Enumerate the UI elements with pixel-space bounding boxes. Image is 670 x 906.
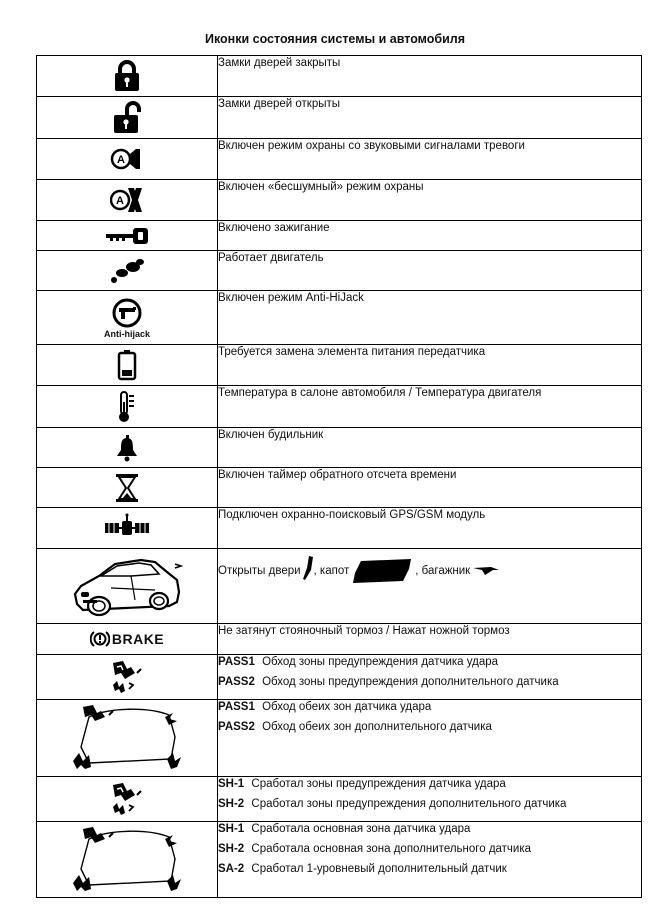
- description-cell: [218, 700, 642, 777]
- description-line: [218, 655, 641, 669]
- steering-wheel-icon: [107, 297, 147, 329]
- description-text: Требуется замена элемента питания передатчика: [218, 346, 486, 358]
- car-icon: [71, 554, 183, 618]
- description-cell: [218, 655, 642, 700]
- icon-cell: [37, 56, 218, 97]
- icon-cell: [37, 655, 218, 700]
- table-row: [37, 549, 642, 624]
- silent-siren-icon: [110, 184, 144, 216]
- description-line: [218, 822, 641, 836]
- status-code: PASS1: [218, 701, 255, 713]
- status-code: SA-2: [218, 863, 245, 875]
- shock-sensor-icon: [107, 659, 147, 695]
- description-text: Включено зажигание: [218, 222, 330, 234]
- open-hood-icon: [353, 559, 413, 583]
- doors-text: Открыты двери: [218, 565, 301, 577]
- description-text: Подключен охранно-поисковый GPS/GSM модуль: [218, 509, 486, 521]
- icon-cell: [37, 468, 218, 508]
- shock-sensor-icon: [107, 781, 147, 817]
- description-line: [218, 700, 641, 714]
- icon-cell: [37, 508, 218, 549]
- icon-cell: [37, 777, 218, 822]
- description-text: Включен «бесшумный» режим охраны: [218, 181, 424, 193]
- description-cell: [218, 251, 642, 291]
- description-cell: [218, 549, 642, 624]
- table-row: [37, 345, 642, 386]
- svg-text:A: A: [117, 154, 125, 166]
- siren-icon: [110, 143, 144, 175]
- description-cell: [218, 468, 642, 508]
- description-cell: [218, 180, 642, 221]
- description-text: Температура в салоне автомобиля / Температура двигателя: [218, 387, 542, 399]
- table-row: [37, 700, 642, 777]
- icon-cell: [37, 221, 218, 251]
- table-row: [37, 180, 642, 221]
- table-row: [37, 221, 642, 251]
- description-text: Не затянут стояночный тормоз / Нажат ножной тормоз: [218, 625, 510, 637]
- description-text: Замки дверей закрыты: [218, 57, 341, 69]
- description-cell: [218, 777, 642, 822]
- description-text: Обход зоны предупреждения датчика удара: [262, 656, 499, 668]
- icon-cell: [37, 700, 218, 777]
- satellite-icon: [104, 513, 150, 543]
- hourglass-icon: [114, 473, 140, 503]
- description-cell: [218, 345, 642, 386]
- description-text: Обход обеих зон датчика удара: [262, 701, 432, 713]
- description-line: [218, 797, 641, 811]
- status-code: SH-1: [218, 823, 245, 835]
- description-text: Сработала основная зона датчика удара: [251, 823, 471, 835]
- brake-icon: [90, 630, 164, 648]
- page-title: Иконки состояния системы и автомобиля: [204, 32, 466, 46]
- description-text: Включен режим Anti-HiJack: [218, 292, 364, 304]
- status-code: PASS1: [218, 656, 255, 668]
- description-cell: [218, 508, 642, 549]
- open-door-icon: [303, 556, 313, 580]
- description-line: [218, 862, 641, 876]
- icon-cell: [37, 180, 218, 221]
- battery-icon: [117, 349, 137, 381]
- description-text: Сработала основная зона дополнительного датчика: [251, 843, 532, 855]
- icon-cell: [37, 345, 218, 386]
- icon-cell: [37, 549, 218, 624]
- status-code: SH-2: [218, 843, 245, 855]
- description-text: Включен будильник: [218, 429, 324, 441]
- icon-cell: [37, 822, 218, 898]
- svg-text:A: A: [116, 195, 124, 207]
- description-text: Сработал 1-уровневый дополнительный датчик: [251, 863, 507, 875]
- engine-smoke-icon: [107, 256, 147, 286]
- table-row: [37, 508, 642, 549]
- table-row: [37, 139, 642, 180]
- anti-hijack-label: Anti-hijack: [103, 328, 150, 339]
- status-code: PASS2: [218, 676, 255, 688]
- table-row: [37, 291, 642, 345]
- table-row: [37, 386, 642, 428]
- table-row: [37, 777, 642, 822]
- description-text: Сработал зоны предупреждения дополнительного датчика: [251, 798, 567, 810]
- icon-cell: [37, 97, 218, 139]
- thermometer-icon: [116, 390, 138, 424]
- description-line: [218, 675, 641, 689]
- description-text: Включен режим охраны со звуковыми сигналами тревоги: [218, 140, 525, 152]
- icon-cell: [37, 139, 218, 180]
- status-code: SH-2: [218, 798, 245, 810]
- lock-open-icon: [112, 101, 142, 135]
- lock-closed-icon: [112, 59, 142, 93]
- description-cell: [218, 56, 642, 97]
- description-line: [218, 777, 641, 791]
- table-row: [37, 822, 642, 898]
- table-row: [37, 251, 642, 291]
- description-line: [218, 720, 641, 734]
- description-text: Замки дверей открыты: [218, 98, 341, 110]
- brake-label: BRAKE: [111, 631, 165, 647]
- description-cell: [218, 386, 642, 428]
- description-text: Сработал зоны предупреждения датчика удара: [251, 778, 506, 790]
- icon-cell: [37, 386, 218, 428]
- description-cell: [218, 428, 642, 468]
- description-cell: [218, 822, 642, 898]
- description-line: [218, 842, 641, 856]
- hood-text: , капот: [313, 565, 350, 577]
- icon-cell: [37, 291, 218, 345]
- table-row: [37, 56, 642, 97]
- icon-table: [36, 55, 642, 898]
- description-cell: [218, 139, 642, 180]
- description-cell: [218, 221, 642, 251]
- description-cell: [218, 291, 642, 345]
- brake-circle-icon: [90, 630, 110, 648]
- open-trunk-icon: [473, 566, 499, 576]
- trunk-text: , багажник: [415, 565, 471, 577]
- table-row: [37, 624, 642, 655]
- description-cell: [218, 624, 642, 655]
- icon-cell: [37, 428, 218, 468]
- icon-cell: [37, 624, 218, 655]
- shock-car-outline-icon: [69, 703, 185, 773]
- status-code: PASS2: [218, 721, 255, 733]
- description-text: Обход зоны предупреждения дополнительного датчика: [262, 676, 559, 688]
- description-text: Обход обеих зон дополнительного датчика: [262, 721, 492, 733]
- car-status-line: [218, 559, 641, 583]
- alarm-bell-icon: [114, 434, 140, 462]
- description-text: Включен таймер обратного отсчета времени: [218, 469, 457, 481]
- icon-cell: [37, 251, 218, 291]
- table-row: [37, 97, 642, 139]
- table-row: [37, 655, 642, 700]
- status-code: SH-1: [218, 778, 245, 790]
- description-text: Работает двигатель: [218, 252, 324, 264]
- anti-hijack-icon: [104, 297, 150, 339]
- table-row: [37, 428, 642, 468]
- description-cell: [218, 97, 642, 139]
- table-row: [37, 468, 642, 508]
- ignition-key-icon: [104, 226, 150, 246]
- shock-car-outline-icon: [69, 825, 185, 895]
